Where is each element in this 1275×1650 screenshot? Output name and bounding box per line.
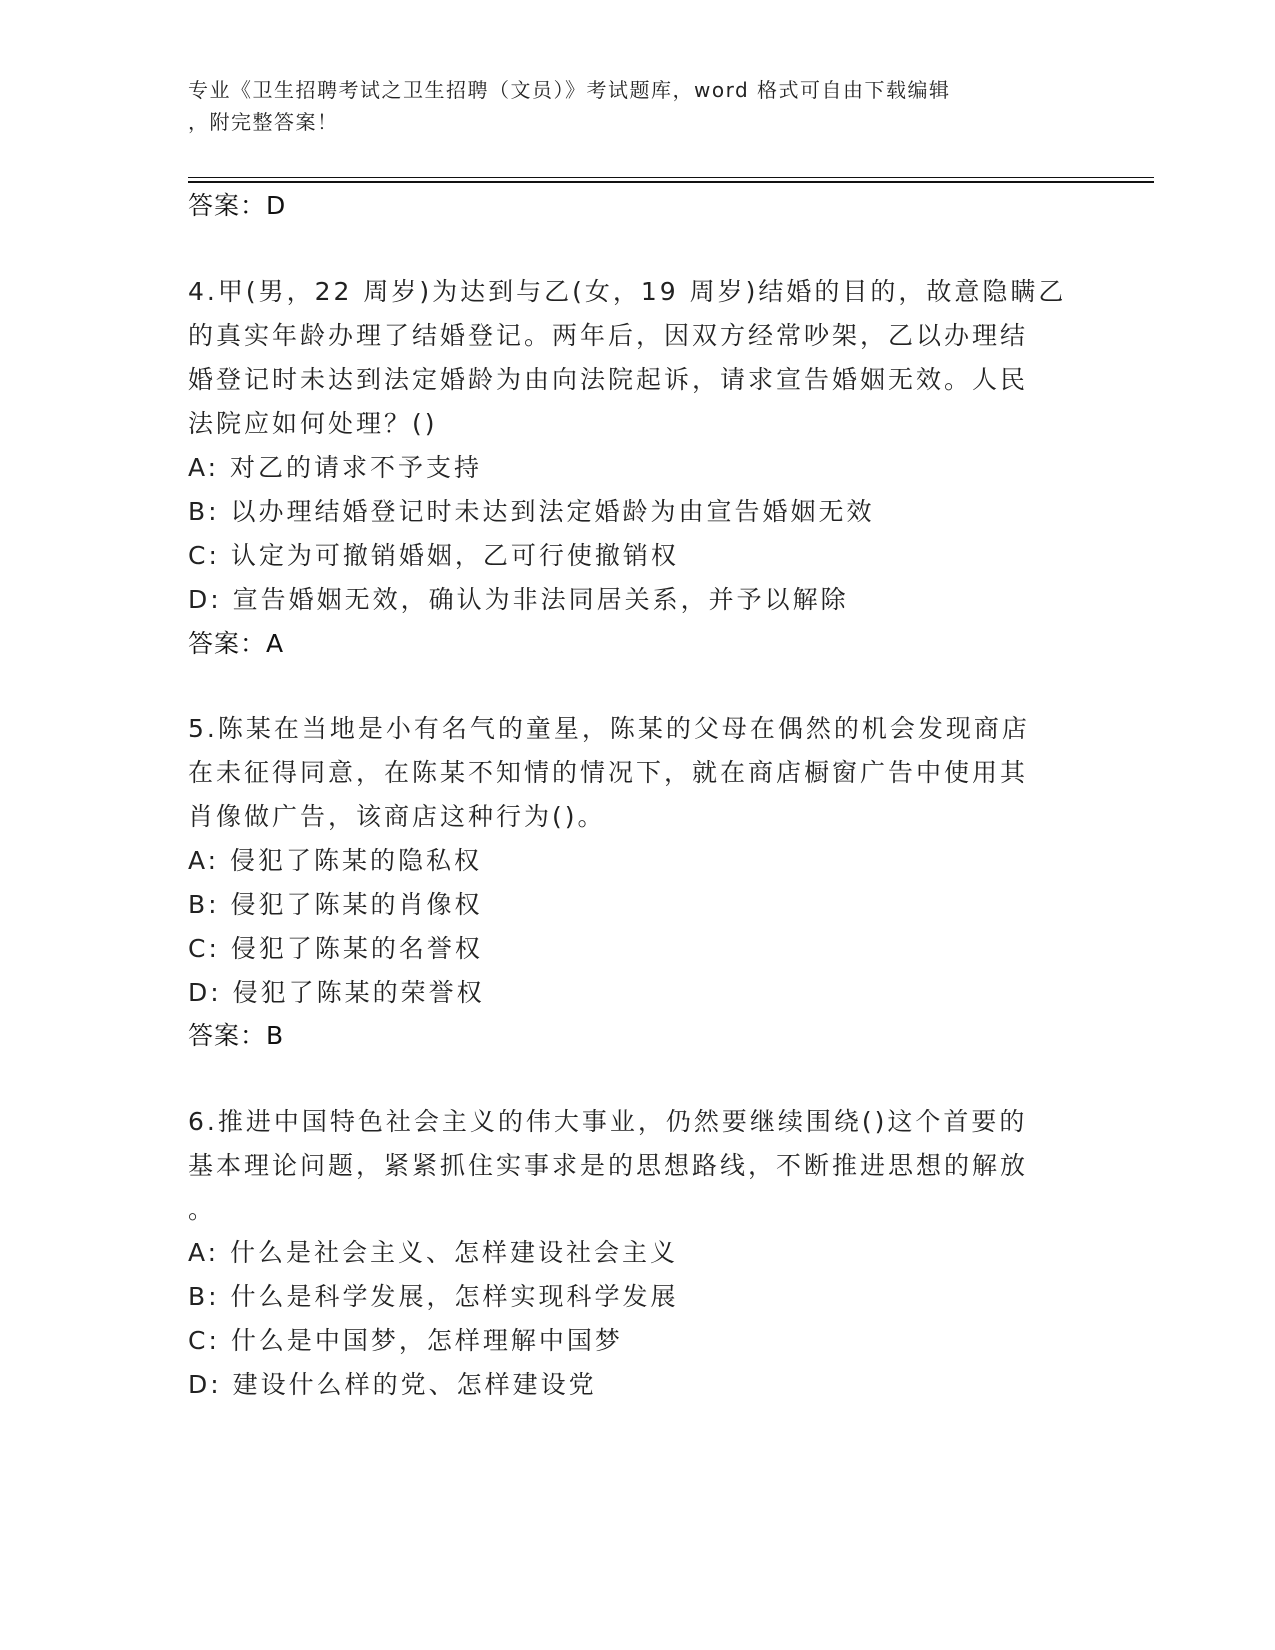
q4-option-a: A: 对乙的请求不予支持 [188, 453, 483, 482]
q6-option-d: D: 建设什么样的党、怎样建设党 [188, 1370, 597, 1399]
q5-option-a: A: 侵犯了陈某的隐私权 [188, 846, 483, 875]
q6-line-3: 。 [188, 1195, 217, 1224]
q5-line-2: 在未征得同意，在陈某不知情的情况下，就在商店橱窗广告中使用其 [188, 758, 1029, 787]
q6-option-c: C: 什么是中国梦，怎样理解中国梦 [188, 1326, 623, 1355]
header-divider-top [188, 177, 1154, 178]
q5-line-3: 肖像做广告，该商店这种行为()。 [188, 802, 606, 831]
q4-line-1: 4.甲(男，22 周岁)为达到与乙(女，19 周岁)结婚的目的，故意隐瞒乙 [188, 277, 1067, 306]
q4-option-b: B: 以办理结婚登记时未达到法定婚龄为由宣告婚姻无效 [188, 497, 875, 526]
q6-option-a: A: 什么是社会主义、怎样建设社会主义 [188, 1238, 679, 1267]
q6-line-2: 基本理论问题，紧紧抓住实事求是的思想路线，不断推进思想的解放 [188, 1151, 1029, 1180]
q6-line-1: 6.推进中国特色社会主义的伟大事业，仍然要继续围绕()这个首要的 [188, 1107, 1028, 1136]
document-header [188, 74, 1088, 138]
header-line-1: 专业《卫生招聘考试之卫生招聘（文员）》考试题库，word 格式可自由下载编辑 [188, 78, 951, 102]
q6-option-b: B: 什么是科学发展，怎样实现科学发展 [188, 1282, 679, 1311]
q4-line-3: 婚登记时未达到法定婚龄为由向法院起诉，请求宣告婚姻无效。人民 [188, 365, 1029, 394]
q4-option-c: C: 认定为可撤销婚姻，乙可行使撤销权 [188, 541, 679, 570]
q4-line-4: 法院应如何处理？() [188, 409, 438, 438]
q4-answer: 答案：A [188, 629, 285, 658]
q5-option-d: D: 侵犯了陈某的荣誉权 [188, 978, 485, 1007]
q5-line-1: 5.陈某在当地是小有名气的童星，陈某的父母在偶然的机会发现商店 [188, 714, 1030, 743]
q5-option-b: B: 侵犯了陈某的肖像权 [188, 890, 483, 919]
q4-option-d: D: 宣告婚姻无效，确认为非法同居关系，并予以解除 [188, 585, 849, 614]
q5-answer: 答案：B [188, 1021, 285, 1050]
header-line-2: ，附完整答案！ [188, 110, 339, 134]
q5-option-c: C: 侵犯了陈某的名誉权 [188, 934, 483, 963]
header-divider-bottom [188, 181, 1154, 183]
answer-prev: 答案：D [188, 191, 287, 220]
q4-line-2: 的真实年龄办理了结婚登记。两年后，因双方经常吵架，乙以办理结 [188, 321, 1029, 350]
